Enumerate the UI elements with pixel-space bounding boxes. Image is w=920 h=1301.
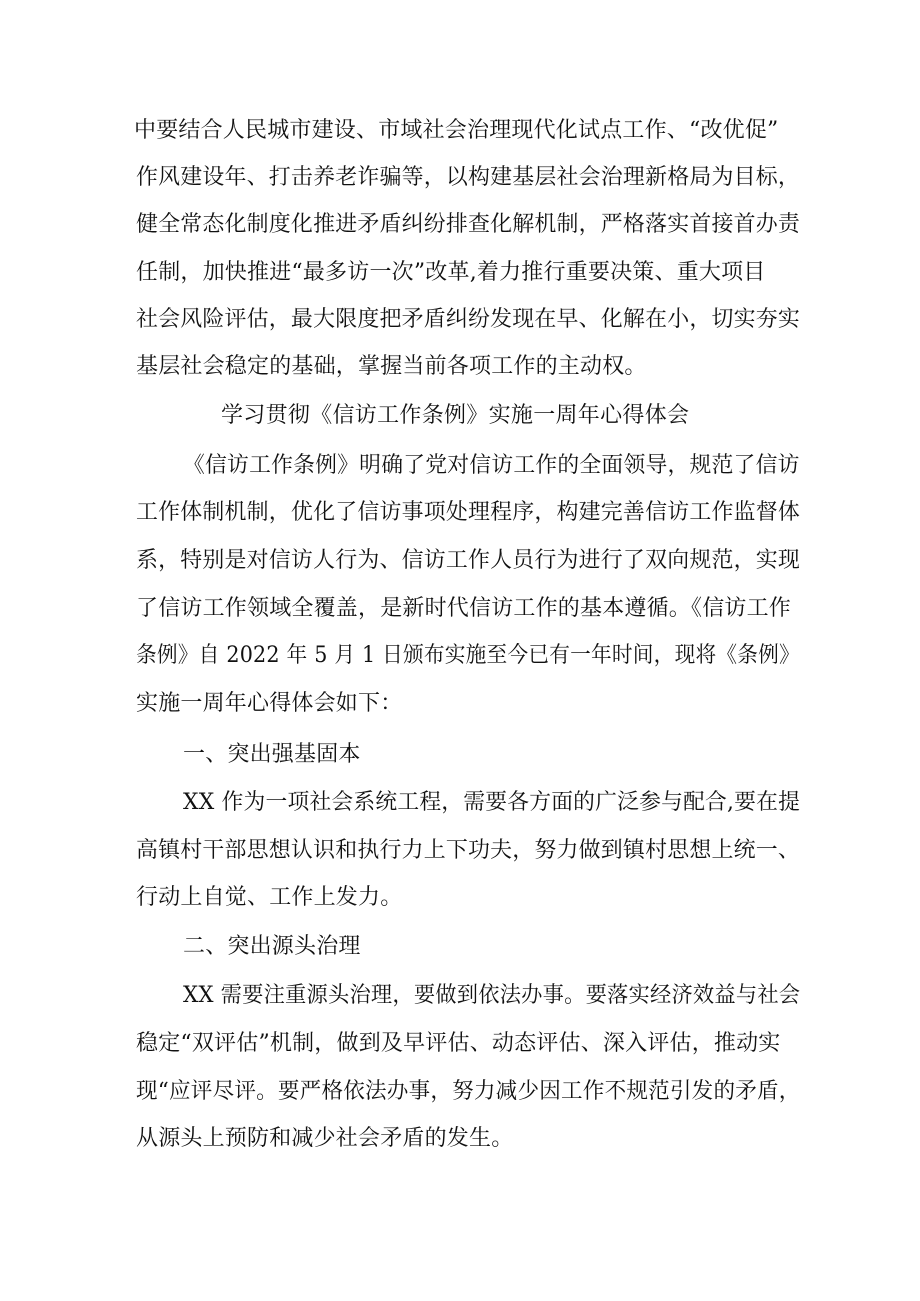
para2-line: XX 作为一项社会系统工程，需要各方面的广泛参与配合,要在提 — [183, 790, 801, 815]
intro-line: 健全常态化制度化推进矛盾纠纷排查化解机制，严格落实首接首办责 — [136, 212, 801, 237]
para1-line: 了信访工作领域全覆盖，是新时代信访工作的基本遵循。《信访工作 — [136, 596, 792, 621]
para3-line: 从源头上预防和减少社会矛盾的发生。 — [136, 1126, 514, 1151]
intro-line: 作风建设年、打击养老诈骗等，以构建基层社会治理新格局为目标， — [136, 165, 801, 190]
document-title: 学习贯彻《信访工作条例》实施一周年心得体会 — [221, 403, 690, 428]
section-heading: 二、突出源头治理 — [183, 934, 361, 959]
para1-line: 实施一周年心得体会如下： — [136, 691, 403, 716]
intro-line: 基层社会稳定的基础，掌握当前各项工作的主动权。 — [136, 354, 647, 379]
intro-line: 社会风险评估，最大限度把矛盾纠纷发现在早、化解在小，切实夯实 — [136, 307, 801, 332]
section-heading: 一、突出强基固本 — [183, 742, 361, 767]
para3-line: 稳定“双评估”机制，做到及早评估、动态评估、深入评估，推动实 — [136, 1031, 781, 1056]
para3-line: XX 需要注重源头治理，要做到依法办事。要落实经济效益与社会 — [183, 983, 801, 1008]
para1-line: 工作体制机制，优化了信访事项处理程序，构建完善信访工作监督体 — [136, 500, 801, 525]
para1-line: 《信访工作条例》明确了党对信访工作的全面领导，规范了信访 — [183, 453, 800, 478]
para3-line: 现“应评尽评。要严格依法办事，努力减少因工作不规范引发的矛盾， — [136, 1079, 801, 1104]
intro-line: 任制，加快推进“最多访一次”改革,着力推行重要决策、重大项目 — [136, 260, 766, 285]
para1-line: 条例》自 2022 年 5 月 1 日颁布实施至今已有一年时间，现将《条例》 — [136, 643, 800, 668]
intro-line: 中要结合人民城市建设、市域社会治理现代化试点工作、“改优促” — [134, 118, 779, 143]
para2-line: 高镇村干部思想认识和执行力上下功夫，努力做到镇村思想上统一、 — [136, 838, 801, 863]
para2-line: 行动上自觉、工作上发力。 — [136, 885, 403, 910]
para1-line: 系，特别是对信访人行为、信访工作人员行为进行了双向规范，实现 — [136, 548, 801, 573]
